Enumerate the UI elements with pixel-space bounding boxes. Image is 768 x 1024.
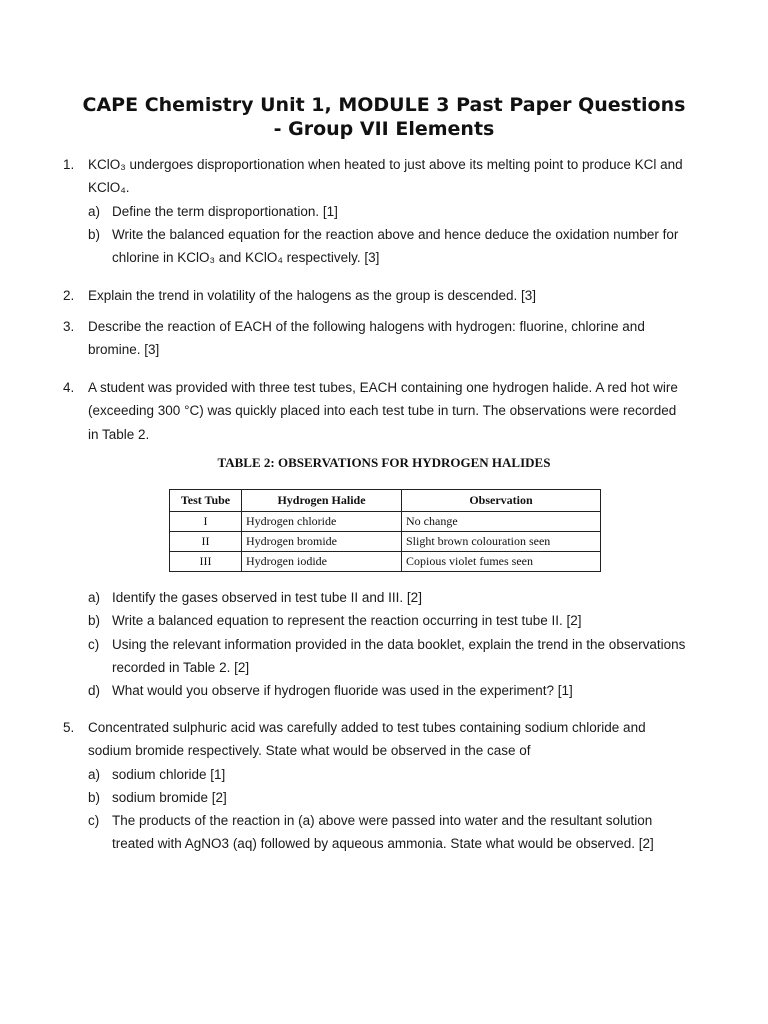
subquestion-label: b)	[88, 226, 101, 242]
table-cell: Slight brown colouration seen	[402, 532, 601, 552]
subquestion-label: a)	[88, 203, 101, 219]
table-cell: III	[170, 552, 242, 572]
table-row	[170, 552, 601, 572]
subquestion-b	[88, 223, 688, 270]
question-4	[63, 376, 688, 446]
table-cell: No change	[402, 512, 601, 532]
question-2	[63, 284, 688, 307]
question-stem: Explain the trend in volatility of the halogens as the group is descended. [3]	[88, 288, 537, 303]
subquestion-text: sodium chloride [1]	[112, 766, 226, 782]
table-header: Test Tube	[170, 490, 242, 512]
table-cell: Copious violet fumes seen	[402, 552, 601, 572]
question-stem: KClO₃ undergoes disproportionation when heated to just above its melting point to produce KCl and KClO₄.	[88, 157, 683, 196]
subquestion-a	[88, 200, 688, 223]
subquestion-d	[88, 679, 688, 702]
table-cell: II	[170, 532, 242, 552]
question-number: 3.	[63, 319, 75, 334]
question-1	[63, 153, 688, 269]
question-stem: A student was provided with three test tubes, EACH containing one hydrogen halide. A red hot wire (exceeding 300 °C) was quickly placed into each test tube in turn. The observations were recorded in Table 2.	[88, 380, 678, 442]
subquestion-b	[88, 609, 688, 632]
question-5	[63, 716, 688, 856]
table-cell: Hydrogen chloride	[242, 512, 402, 532]
subquestion-text: Using the relevant information provided in the data booklet, explain the trend in the observations recorded in Table 2. [2]	[112, 636, 686, 675]
question-number: 4.	[63, 380, 75, 395]
question-stem: Concentrated sulphuric acid was carefully added to test tubes containing sodium chloride and sodium bromide respectively. State what would be observed in the case of	[88, 720, 646, 759]
subquestion-label: c)	[88, 636, 100, 652]
table-header-row	[170, 490, 601, 512]
table-header: Hydrogen Halide	[242, 490, 402, 512]
subquestion-a	[88, 586, 688, 609]
observations-table	[169, 489, 601, 572]
subquestion-a	[88, 763, 688, 786]
table-row	[170, 512, 601, 532]
question-stem: Describe the reaction of EACH of the following halogens with hydrogen: fluorine, chlorine and bromine. [3]	[88, 319, 645, 358]
question-number: 1.	[63, 157, 75, 172]
subquestion-text: sodium bromide [2]	[112, 789, 227, 805]
table-cell: I	[170, 512, 242, 532]
question-3	[63, 315, 688, 362]
subquestion-label: a)	[88, 766, 101, 782]
subquestion-text: Write a balanced equation to represent the reaction occurring in test tube II. [2]	[112, 613, 582, 629]
subquestion-text: The products of the reaction in (a) above were passed into water and the resultant solution treated with AgNO3 (aq) followed by aqueous ammonia. State what would be observed. [2]	[112, 813, 654, 852]
question-number: 5.	[63, 720, 75, 735]
question-4-subparts	[88, 586, 688, 702]
table-cell: Hydrogen iodide	[242, 552, 402, 572]
subquestion-label: b)	[88, 613, 101, 629]
title-line-1: CAPE Chemistry Unit 1, MODULE 3 Past Paper Questions	[82, 94, 686, 116]
subquestion-label: b)	[88, 789, 101, 805]
page-title	[60, 93, 708, 141]
subquestion-text: Define the term disproportionation. [1]	[112, 203, 338, 219]
subquestion-label: a)	[88, 590, 101, 605]
subquestion-c	[88, 633, 688, 680]
table-row	[170, 532, 601, 552]
subquestion-b	[88, 786, 688, 809]
subquestion-text: What would you observe if hydrogen fluoride was used in the experiment? [1]	[112, 683, 573, 699]
table-header: Observation	[402, 490, 601, 512]
subquestion-text: Write the balanced equation for the reaction above and hence deduce the oxidation number for chlorine in KClO₃ and KClO₄ respectively. [3]	[112, 226, 679, 266]
subquestion-text: Identify the gases observed in test tube II and III. [2]	[112, 590, 422, 605]
subquestion-label: c)	[88, 813, 100, 829]
table-title: TABLE 2: OBSERVATIONS FOR HYDROGEN HALIDES	[217, 455, 551, 470]
subquestion-c	[88, 809, 688, 856]
question-number: 2.	[63, 288, 75, 303]
table-cell: Hydrogen bromide	[242, 532, 402, 552]
title-line-2: - Group VII Elements	[273, 118, 495, 140]
subquestion-label: d)	[88, 683, 101, 699]
